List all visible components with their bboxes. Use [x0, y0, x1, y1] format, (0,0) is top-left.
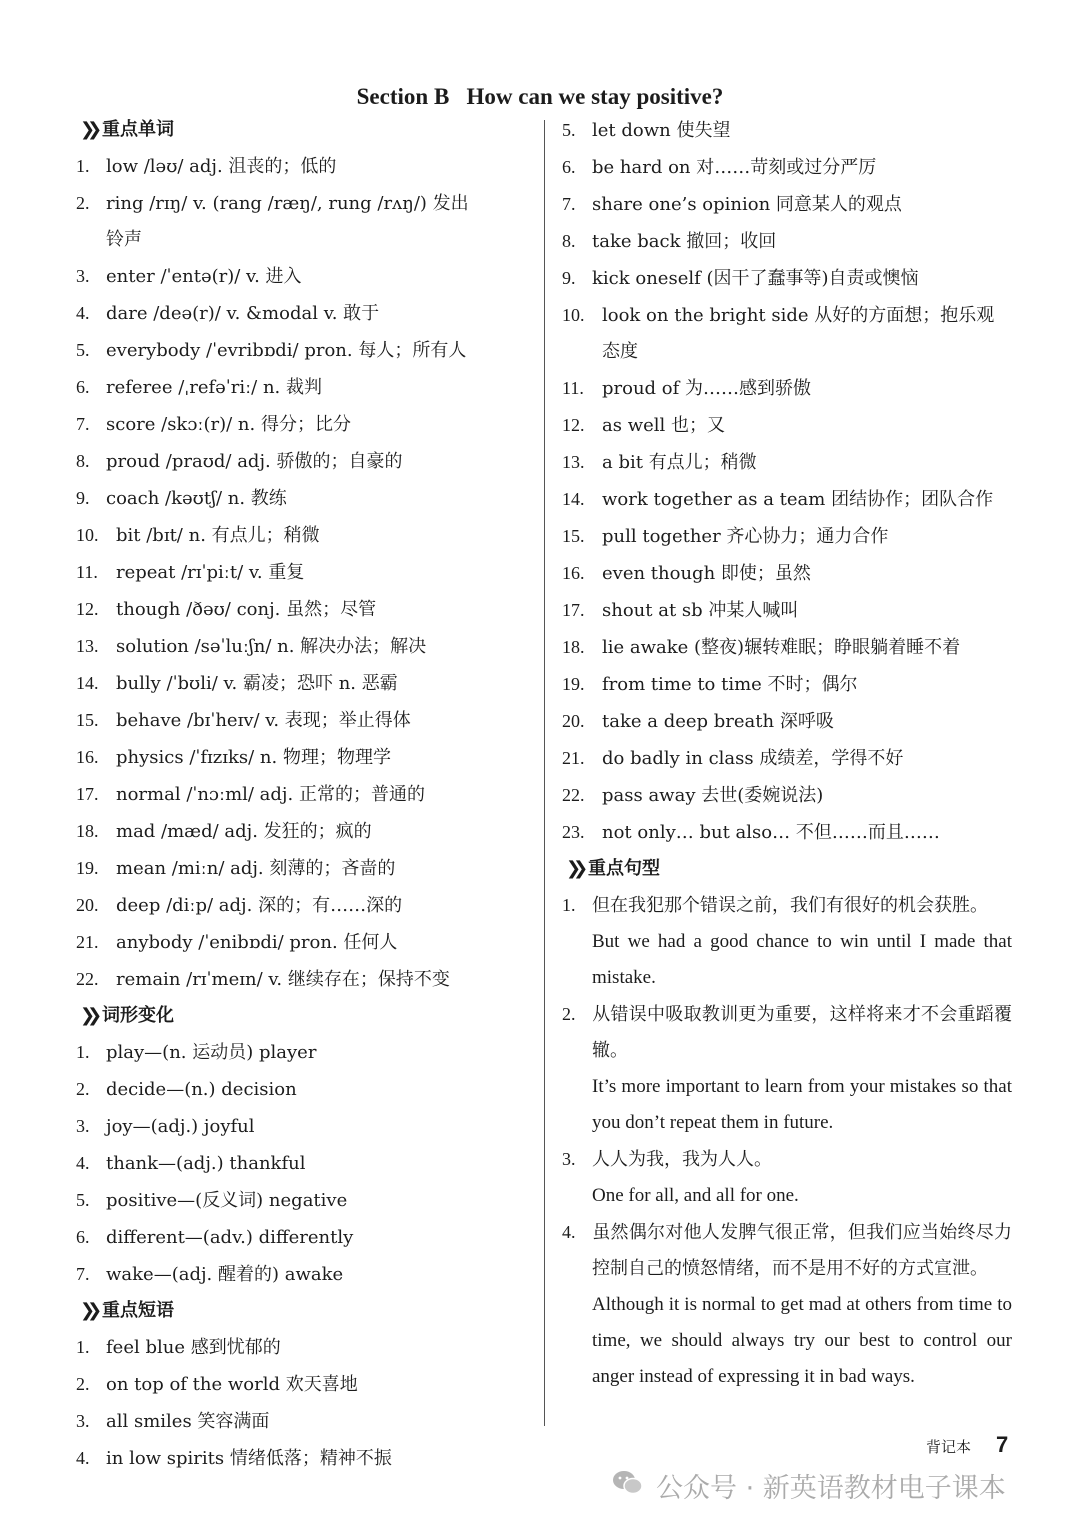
- double-chevron-icon: ❯❯: [80, 119, 95, 140]
- double-chevron-icon: ❯❯: [566, 858, 581, 879]
- list-item: 9. coach /kəʊtʃ/ n. 教练: [76, 488, 287, 509]
- list-item: 3. all smiles 笑容满面: [76, 1411, 270, 1432]
- list-item: 6. be hard on 对……苛刻或过分严厉: [562, 157, 877, 178]
- list-item: 4. dare /deə(r)/ v. &modal v. 敢于: [76, 303, 380, 324]
- vocab-list: [76, 148, 532, 998]
- list-item: 8. take back 撤回；收回: [562, 231, 777, 252]
- section-heading-forms: ❯❯ 词形变化: [76, 998, 532, 1034]
- phrases-list-continued: [562, 112, 1012, 851]
- list-item: 7. wake—(adj. 醒着的) awake: [76, 1264, 344, 1285]
- double-chevron-icon: ❯❯: [80, 1300, 95, 1321]
- list-item: 14. bully /ˈbʊli/ v. 霸凌；恐吓 n. 恶霸: [76, 673, 398, 694]
- list-item: 22. pass away 去世(委婉说法): [562, 785, 824, 806]
- list-item: 23. not only… but also… 不但……而且……: [562, 822, 940, 843]
- sentence-item: 2. 从错误中吸取教训更为重要，这样将来才不会重蹈覆辙。 It’s more important to learn from your mistakes so that you don’t repeat them in future.: [562, 1004, 1012, 1133]
- list-item: 17. shout at sb 冲某人喊叫: [562, 600, 799, 621]
- list-item: 1. play—(n. 运动员) player: [76, 1042, 317, 1063]
- section-heading-vocab: ❯❯ 重点单词: [76, 112, 532, 148]
- column-divider: [544, 120, 545, 1426]
- list-item: 6. different—(adv.) differently: [76, 1227, 354, 1248]
- list-item: 12. as well 也；又: [562, 415, 725, 436]
- list-item: 2. ring /rɪŋ/ v. (rang /ræŋ/, rung /rʌŋ/) 发出: [76, 193, 469, 214]
- list-item-continuation: 铃声: [106, 229, 142, 250]
- list-item: 14. work together as a team 团结协作；团队合作: [562, 489, 994, 510]
- list-item: 13. a bit 有点儿；稍微: [562, 452, 757, 473]
- page-number: 7: [996, 1432, 1009, 1457]
- phrases-list: [76, 1329, 532, 1477]
- list-item: 17. normal /ˈnɔːml/ adj. 正常的；普通的: [76, 784, 425, 805]
- list-item: 15. pull together 齐心协力；通力合作: [562, 526, 889, 547]
- list-item: 10. look on the bright side 从好的方面想；抱乐观: [562, 305, 995, 326]
- sentence-item: 4. 虽然偶尔对他人发脾气很正常，但我们应当始终尽力控制自己的愤怒情绪，而不是用不好的方式宣泄。 Although it is normal to get mad at others from time to time, we should always try our best to control our anger instead of expressing it in bad ways.: [562, 1222, 1012, 1387]
- list-item: 4. in low spirits 情绪低落；精神不振: [76, 1448, 392, 1469]
- list-item: 5. let down 使失望: [562, 120, 731, 141]
- right-column: [562, 112, 1012, 1395]
- list-item: 1. feel blue 感到忧郁的: [76, 1337, 281, 1358]
- list-item: 8. proud /praʊd/ adj. 骄傲的；自豪的: [76, 451, 403, 472]
- double-chevron-icon: ❯❯: [80, 1005, 95, 1026]
- list-item: 21. do badly in class 成绩差，学得不好: [562, 748, 904, 769]
- list-item: 2. on top of the world 欢天喜地: [76, 1374, 358, 1395]
- list-item: 18. mad /mæd/ adj. 发狂的；疯的: [76, 821, 372, 842]
- watermark: 公众号 · 新英语教材电子课本: [656, 1473, 1006, 1504]
- list-item: 15. behave /bɪˈheɪv/ v. 表现；举止得体: [76, 710, 411, 731]
- list-item: 7. share one’s opinion 同意某人的观点: [562, 194, 902, 215]
- list-item: 2. decide—(n.) decision: [76, 1079, 297, 1100]
- list-item: 18. lie awake (整夜)辗转难眠；睁眼躺着睡不着: [562, 637, 961, 658]
- section-heading-phrases: ❯❯ 重点短语: [76, 1293, 532, 1329]
- list-item: 22. remain /rɪˈmeɪn/ v. 继续存在；保持不变: [76, 969, 450, 990]
- list-item: 4. thank—(adj.) thankful: [76, 1153, 306, 1174]
- list-item: 20. take a deep breath 深呼吸: [562, 711, 834, 732]
- wechat-icon: [612, 1470, 644, 1496]
- list-item: 16. even though 即使；虽然: [562, 563, 811, 584]
- list-item: 12. though /ðəʊ/ conj. 虽然；尽管: [76, 599, 377, 620]
- list-item: 5. positive—(反义词) negative: [76, 1190, 348, 1211]
- list-item: 20. deep /diːp/ adj. 深的；有……深的: [76, 895, 403, 916]
- list-item: 19. from time to time 不时；偶尔: [562, 674, 858, 695]
- sentence-item: 1. 但在我犯那个错误之前，我们有很好的机会获胜。 But we had a good chance to win until I made that mistake.: [562, 895, 1012, 988]
- page-title: Section B How can we stay positive?: [356, 84, 724, 109]
- list-item: 6. referee /ˌrefəˈriː/ n. 裁判: [76, 377, 322, 398]
- left-column: [76, 112, 532, 1477]
- sentence-item: 3. 人人为我，我为人人。 One for all, and all for one.: [562, 1149, 799, 1206]
- list-item: 9. kick oneself (因干了蠢事等)自责或懊恼: [562, 268, 919, 289]
- list-item: 21. anybody /ˈenibɒdi/ pron. 任何人: [76, 932, 398, 953]
- list-item: 19. mean /miːn/ adj. 刻薄的；吝啬的: [76, 858, 396, 879]
- footer-label: 背记本: [926, 1438, 972, 1456]
- section-heading-sentences: ❯❯ 重点句型: [562, 851, 1012, 887]
- sentences-list: [562, 887, 1012, 1395]
- list-item: 10. bit /bɪt/ n. 有点儿；稍微: [76, 525, 320, 546]
- list-item: 11. repeat /rɪˈpiːt/ v. 重复: [76, 562, 305, 583]
- list-item: 13. solution /səˈluːʃn/ n. 解决办法；解决: [76, 636, 427, 657]
- list-item-continuation: 态度: [602, 341, 638, 362]
- list-item: 16. physics /ˈfɪzɪks/ n. 物理；物理学: [76, 747, 391, 768]
- forms-list: [76, 1034, 532, 1293]
- list-item: 11. proud of 为……感到骄傲: [562, 378, 812, 399]
- list-item: 1. low /ləʊ/ adj. 沮丧的；低的: [76, 156, 337, 177]
- list-item: 5. everybody /ˈevribɒdi/ pron. 每人；所有人: [76, 340, 467, 361]
- list-item: 3. joy—(adj.) joyful: [76, 1116, 255, 1137]
- list-item: 7. score /skɔː(r)/ n. 得分；比分: [76, 414, 351, 435]
- list-item: 3. enter /ˈentə(r)/ v. 进入: [76, 266, 302, 287]
